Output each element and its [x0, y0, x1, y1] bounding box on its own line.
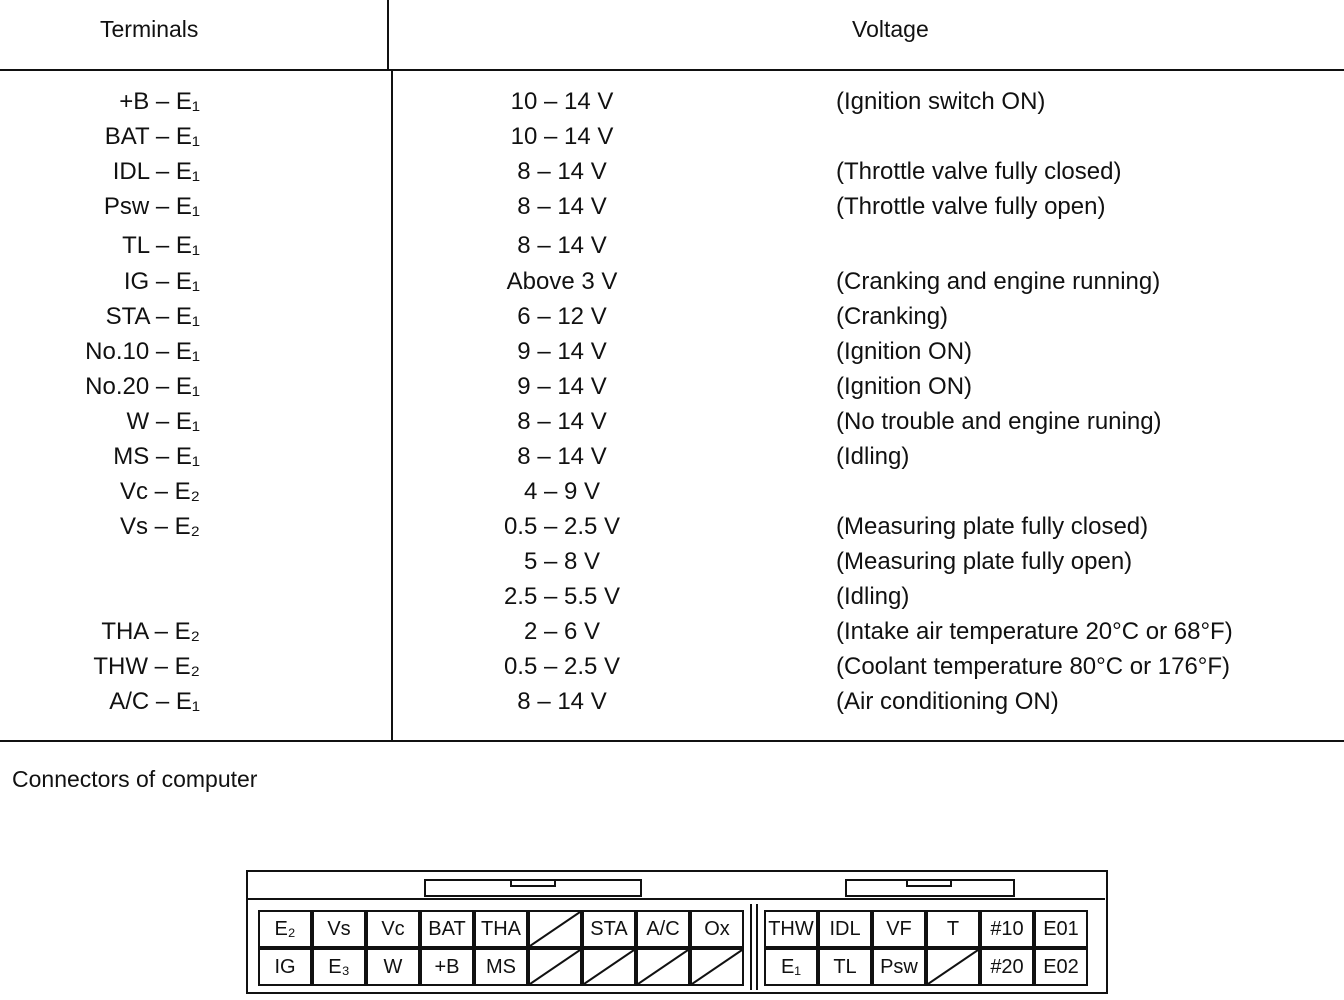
- condition-cell: (Coolant temperature 80°C or 176°F): [836, 653, 1231, 680]
- column-divider-top: [387, 0, 389, 70]
- condition-cell: (Idling): [836, 583, 910, 610]
- table-row: [0, 154, 1344, 189]
- connector-inner-rule: [248, 898, 1105, 900]
- pin-cell: E₃: [312, 948, 366, 986]
- table-row: [0, 474, 1344, 509]
- pin-cell: E02: [1034, 948, 1088, 986]
- pin-cell: VF: [872, 910, 926, 948]
- condition-cell: (Ignition ON): [836, 338, 973, 365]
- table-row: [0, 544, 1344, 579]
- pin-cell: Ox: [690, 910, 744, 948]
- condition-cell: (Throttle valve fully closed): [836, 158, 1122, 185]
- terminal-cell: No.20 – E₁: [85, 373, 200, 400]
- table-row: [0, 684, 1344, 719]
- voltage-cell: 0.5 – 2.5 V: [503, 513, 621, 540]
- pin-cell: Psw: [872, 948, 926, 986]
- connector-latch-key-left: [510, 879, 556, 887]
- terminal-cell: Vc – E₂: [119, 478, 200, 505]
- pin-cell: E₂: [258, 910, 312, 948]
- computer-connector-diagram: [246, 870, 1108, 994]
- pin-cell: IDL: [818, 910, 872, 948]
- terminal-cell: THW – E₂: [93, 653, 200, 680]
- voltage-cell: 5 – 8 V: [523, 548, 601, 575]
- table-row: [0, 299, 1344, 334]
- condition-cell: (Measuring plate fully closed): [836, 513, 1149, 540]
- slash-mark: [530, 912, 580, 946]
- voltage-cell: 8 – 14 V: [517, 158, 607, 185]
- slash-mark: [692, 950, 742, 984]
- voltage-cell: 4 – 9 V: [523, 478, 601, 505]
- terminal-cell: +B – E₁: [119, 88, 200, 115]
- pin-cell: E₁: [764, 948, 818, 986]
- condition-cell: (Ignition switch ON): [836, 88, 1046, 115]
- table-row: [0, 614, 1344, 649]
- empty-pin-cell: [582, 948, 636, 986]
- terminal-cell: BAT – E₁: [104, 123, 200, 150]
- table-row: [0, 84, 1344, 119]
- voltage-cell: 9 – 14 V: [517, 373, 607, 400]
- condition-cell: (Cranking): [836, 303, 949, 330]
- connector-block-divider: [756, 904, 758, 990]
- condition-cell: (Cranking and engine running): [836, 268, 1161, 295]
- condition-cell: (Measuring plate fully open): [836, 548, 1133, 575]
- condition-cell: (Idling): [836, 443, 910, 470]
- voltage-cell: 8 – 14 V: [517, 408, 607, 435]
- voltage-cell: 8 – 14 V: [517, 688, 607, 715]
- pin-cell: T: [926, 910, 980, 948]
- table-row: [0, 264, 1344, 299]
- pin-cell: Vc: [366, 910, 420, 948]
- empty-pin-cell: [636, 948, 690, 986]
- terminal-cell: Vs – E₂: [119, 513, 200, 540]
- pin-cell: THW: [764, 910, 818, 948]
- empty-pin-cell: [926, 948, 980, 986]
- connectors-caption: Connectors of computer: [12, 766, 258, 792]
- empty-pin-cell: [690, 948, 744, 986]
- pin-cell: E01: [1034, 910, 1088, 948]
- voltage-cell: 2.5 – 5.5 V: [503, 583, 621, 610]
- pin-cell: #20: [980, 948, 1034, 986]
- connector-latch-key-right: [906, 879, 952, 887]
- terminal-cell: No.10 – E₁: [85, 338, 200, 365]
- voltage-cell: 0.5 – 2.5 V: [503, 653, 621, 680]
- pin-cell: TL: [818, 948, 872, 986]
- terminals-header: Terminals: [100, 16, 199, 42]
- table-row: [0, 649, 1344, 684]
- condition-cell: (Throttle valve fully open): [836, 193, 1106, 220]
- terminal-cell: IG – E₁: [123, 268, 200, 295]
- slash-mark: [928, 950, 978, 984]
- connector-block-divider: [750, 904, 752, 990]
- voltage-cell: 9 – 14 V: [517, 338, 607, 365]
- pin-cell: A/C: [636, 910, 690, 948]
- pin-cell: +B: [420, 948, 474, 986]
- terminal-cell: TL – E₁: [122, 232, 200, 259]
- voltage-cell: 8 – 14 V: [517, 232, 607, 259]
- pin-cell: THA: [474, 910, 528, 948]
- voltage-cell: 10 – 14 V: [510, 88, 614, 115]
- pin-cell: W: [366, 948, 420, 986]
- terminal-cell: THA – E₂: [101, 618, 200, 645]
- table-row: [0, 439, 1344, 474]
- terminal-cell: IDL – E₁: [112, 158, 200, 185]
- condition-cell: (Ignition ON): [836, 373, 973, 400]
- condition-cell: (Intake air temperature 20°C or 68°F): [836, 618, 1233, 645]
- voltage-cell: 8 – 14 V: [517, 193, 607, 220]
- slash-mark: [638, 950, 688, 984]
- header-rule: [0, 69, 1344, 71]
- table-row: [0, 509, 1344, 544]
- table-row: [0, 334, 1344, 369]
- empty-pin-cell: [528, 910, 582, 948]
- terminal-cell: A/C – E₁: [109, 688, 200, 715]
- table-bottom-rule: [0, 740, 1344, 742]
- table-row: [0, 228, 1344, 263]
- voltage-cell: Above 3 V: [506, 268, 618, 295]
- pin-cell: STA: [582, 910, 636, 948]
- condition-cell: (Air conditioning ON): [836, 688, 1059, 715]
- pin-cell: Vs: [312, 910, 366, 948]
- voltage-cell: 6 – 12 V: [517, 303, 607, 330]
- voltage-header: Voltage: [852, 16, 929, 42]
- voltage-cell: 2 – 6 V: [523, 618, 601, 645]
- pin-cell: IG: [258, 948, 312, 986]
- table-row: [0, 404, 1344, 439]
- pin-cell: #10: [980, 910, 1034, 948]
- slash-mark: [530, 950, 580, 984]
- table-row: [0, 579, 1344, 614]
- table-row: [0, 119, 1344, 154]
- condition-cell: (No trouble and engine runing): [836, 408, 1162, 435]
- terminal-cell: STA – E₁: [105, 303, 200, 330]
- table-row: [0, 369, 1344, 404]
- pin-cell: MS: [474, 948, 528, 986]
- terminal-cell: MS – E₁: [113, 443, 200, 470]
- table-row: [0, 189, 1344, 224]
- empty-pin-cell: [528, 948, 582, 986]
- terminal-cell: Psw – E₁: [103, 193, 200, 220]
- slash-mark: [584, 950, 634, 984]
- voltage-cell: 8 – 14 V: [517, 443, 607, 470]
- voltage-cell: 10 – 14 V: [510, 123, 614, 150]
- terminal-cell: W – E₁: [126, 408, 200, 435]
- pin-cell: BAT: [420, 910, 474, 948]
